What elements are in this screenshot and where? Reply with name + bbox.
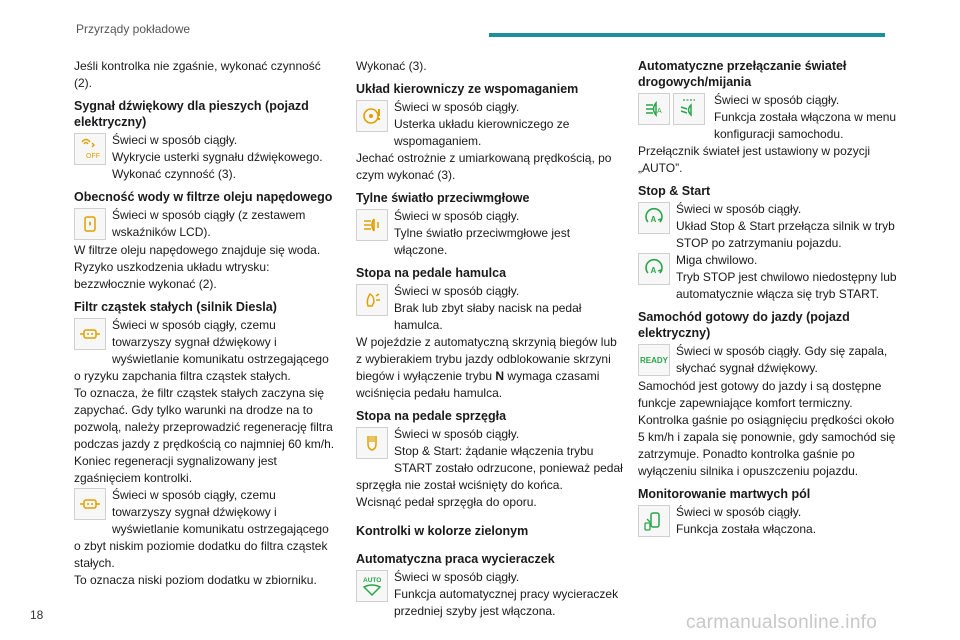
description-text: W filtrze oleju napędowego znajduje się woda. Ryzyko uszkodzenia układu wtrysku: bezzwłocznie wykonać (2). <box>74 243 321 291</box>
ready-icon <box>638 344 670 376</box>
svg-text:A: A <box>650 215 657 224</box>
stop-start-blink-icon <box>638 253 670 285</box>
description-text: Wcisnąć pedał sprzęgła do oporu. <box>356 495 537 509</box>
entry-pedestrian-sound <box>74 132 336 183</box>
column-2 <box>356 58 624 620</box>
text-part: W pojeździe z automatyczną skrzynią biegów lub z wybierakiem trybu jazdy odblokowanie skrzyni biegów i wyłączenie trybu <box>356 335 617 383</box>
description-text: Tylne światło przeciwmgłowe jest włączone. <box>394 226 571 257</box>
status-text: Świeci w sposób ciągły. <box>394 284 520 298</box>
status-text: Świeci w sposób ciągły. <box>394 100 520 114</box>
status-text: Świeci w sposób ciągły. <box>394 570 520 584</box>
text-part: wymaga czasami wciśnięcia pedału hamulca. <box>356 369 600 400</box>
description-text: Brak lub zbyt słaby nacisk na pedał hamulca. <box>394 301 582 332</box>
entry-power-steering <box>356 99 624 150</box>
description-text: Jechać ostrożnie z umiarkowaną prędkością, po czym wykonać (3). <box>356 151 612 182</box>
section-title: Przyrządy pokładowe <box>76 22 191 36</box>
status-text: Świeci w sposób ciągły. <box>112 133 238 147</box>
heading-ready: Samochód gotowy do jazdy (pojazd elektryczny) <box>638 310 850 340</box>
status-text: Świeci w sposób ciągły. <box>676 202 802 216</box>
description-text <box>356 334 624 402</box>
heading-clutch-pedal: Stopa na pedale sprzęgła <box>356 409 507 423</box>
entry-auto-wipers <box>356 569 624 620</box>
water-in-fuel-icon <box>74 208 106 240</box>
steering-warning-icon <box>356 100 388 132</box>
icon-pair <box>638 92 708 127</box>
foot-on-brake-icon <box>356 284 388 316</box>
entry-stop-start-blink <box>638 252 900 303</box>
entry-stop-start <box>638 201 900 252</box>
page-number: 18 <box>30 608 44 622</box>
entry-brake-pedal <box>356 283 624 334</box>
description-text: Samochód jest gotowy do jazdy i są dostępne funkcje zapewniające komfort termiczny. Kontrolka gaśnie po osiągnięciu prędkości około 5 km/h i zapala się ponownie, gdy samochód się zatrzymuje. Ponadto kontrolka gaśnie po wyłączeniu silnika i opuszczeniu pojazdu. <box>638 379 896 478</box>
description-text: Funkcja została włączona w menu konfiguracji samochodu. <box>714 110 897 141</box>
heading-green-lights: Kontrolki w kolorze zielonym <box>356 524 529 538</box>
heading-particle-filter: Filtr cząstek stałych (silnik Diesla) <box>74 300 277 314</box>
entry-particle-filter <box>74 317 336 385</box>
heading-stop-start: Stop & Start <box>638 184 711 198</box>
description-text: Usterka układu kierowniczego ze wspomaganiem. <box>394 117 570 148</box>
description-text: Przełącznik świateł jest ustawiony w pozycji „AUTO”. <box>638 144 871 175</box>
entry-clutch-pedal <box>356 426 624 494</box>
auto-high-beam-icon <box>638 93 670 125</box>
description-text: To oznacza, że filtr cząstek stałych zaczyna się zapychać. Gdy tylko warunki na drodze na to pozwolą, należy przeprowadzić regenerację filtra podczas jazdy z prędkością co najmniej 60 km/h. Koniec regeneracji sygnalizowany jest zgaśnięciem kontrolki. <box>74 386 335 485</box>
column-3 <box>638 58 900 539</box>
pedestrian-sound-off-icon <box>74 133 106 165</box>
status-text: Świeci w sposób ciągły. <box>714 93 840 107</box>
description-text: Tryb STOP jest chwilowo niedostępny lub automatycznie włącza się tryb START. <box>676 270 897 301</box>
entry-rear-fog <box>356 208 624 259</box>
heading-rear-fog: Tylne światło przeciwmgłowe <box>356 191 530 205</box>
description-text: Układ Stop & Start przełącza silnik w tryb STOP po zatrzymaniu pojazdu. <box>676 219 895 250</box>
svg-text:AUTO: AUTO <box>363 577 382 584</box>
heading-auto-wipers: Automatyczna praca wycieraczek <box>356 552 555 566</box>
column-1 <box>74 58 336 589</box>
header-accent-bar <box>489 33 885 37</box>
stop-start-icon <box>638 202 670 234</box>
status-text: Świeci w sposób ciągły, czemu towarzyszy sygnał dźwiękowy i wyświetlanie komunikatu ostrzegającego o zbyt niskim poziomie dodatku do filtra cząstek stałych. <box>74 488 329 570</box>
svg-text:A: A <box>657 108 662 115</box>
entry-water-in-fuel <box>74 207 336 242</box>
status-text: Świeci w sposób ciągły. Gdy się zapala, słychać sygnał dźwiękowy. <box>676 344 888 375</box>
description-text: Stop & Start: żądanie włączenia trybu START zostało odrzucone, ponieważ pedał sprzęgła nie został wciśnięty do końca. <box>356 444 623 492</box>
status-text: Świeci w sposób ciągły. <box>676 505 802 519</box>
heading-pedestrian-sound: Sygnał dźwiękowy dla pieszych (pojazd elektryczny) <box>74 99 309 129</box>
description-text: To oznacza niski poziom dodatku w zbiorniku. <box>74 573 317 587</box>
svg-text:OFF: OFF <box>86 153 100 160</box>
heading-water-in-fuel: Obecność wody w filtrze oleju napędowego <box>74 190 333 204</box>
intro-text: Jeśli kontrolka nie zgaśnie, wykonać czynność (2). <box>74 59 321 90</box>
ready-icon-label: READY <box>639 355 668 365</box>
heading-blind-spot: Monitorowanie martwych pól <box>638 487 811 501</box>
auto-wiper-icon <box>356 570 388 602</box>
rear-fog-light-icon <box>356 209 388 241</box>
particle-filter-icon <box>74 318 106 350</box>
low-beam-icon <box>673 93 705 125</box>
particle-filter-additive-icon <box>74 488 106 520</box>
entry-ready <box>638 343 900 378</box>
heading-auto-beam: Automatyczne przełączanie świateł drogowych/mijania <box>638 59 847 89</box>
status-text: Świeci w sposób ciągły, czemu towarzyszy sygnał dźwiękowy i wyświetlanie komunikatu ostrzegającego o ryzyku zapchania filtra cząstek stałych. <box>74 318 329 383</box>
entry-particle-additive <box>74 487 336 572</box>
entry-auto-beam <box>638 92 900 143</box>
svg-text:A: A <box>650 266 657 275</box>
entry-blind-spot <box>638 504 900 539</box>
status-text: Miga chwilowo. <box>676 253 758 267</box>
foot-on-clutch-icon <box>356 427 388 459</box>
status-text: Świeci w sposób ciągły. <box>394 427 520 441</box>
intro-text: Wykonać (3). <box>356 59 427 73</box>
description-text: Funkcja automatycznej pracy wycieraczek przedniej szyby jest włączona. <box>394 587 619 618</box>
watermark: carmanualsonline.info <box>686 612 878 633</box>
heading-brake-pedal: Stopa na pedale hamulca <box>356 266 507 280</box>
blind-spot-icon <box>638 505 670 537</box>
status-text: Świeci w sposób ciągły (z zestawem wskaźników LCD). <box>112 208 306 239</box>
description-text: Wykrycie usterki sygnału dźwiękowego. Wykonać czynność (3). <box>112 150 323 181</box>
heading-power-steering: Układ kierowniczy ze wspomaganiem <box>356 82 579 96</box>
gear-letter: N <box>495 369 505 383</box>
description-text: Funkcja została włączona. <box>676 522 817 536</box>
status-text: Świeci w sposób ciągły. <box>394 209 520 223</box>
